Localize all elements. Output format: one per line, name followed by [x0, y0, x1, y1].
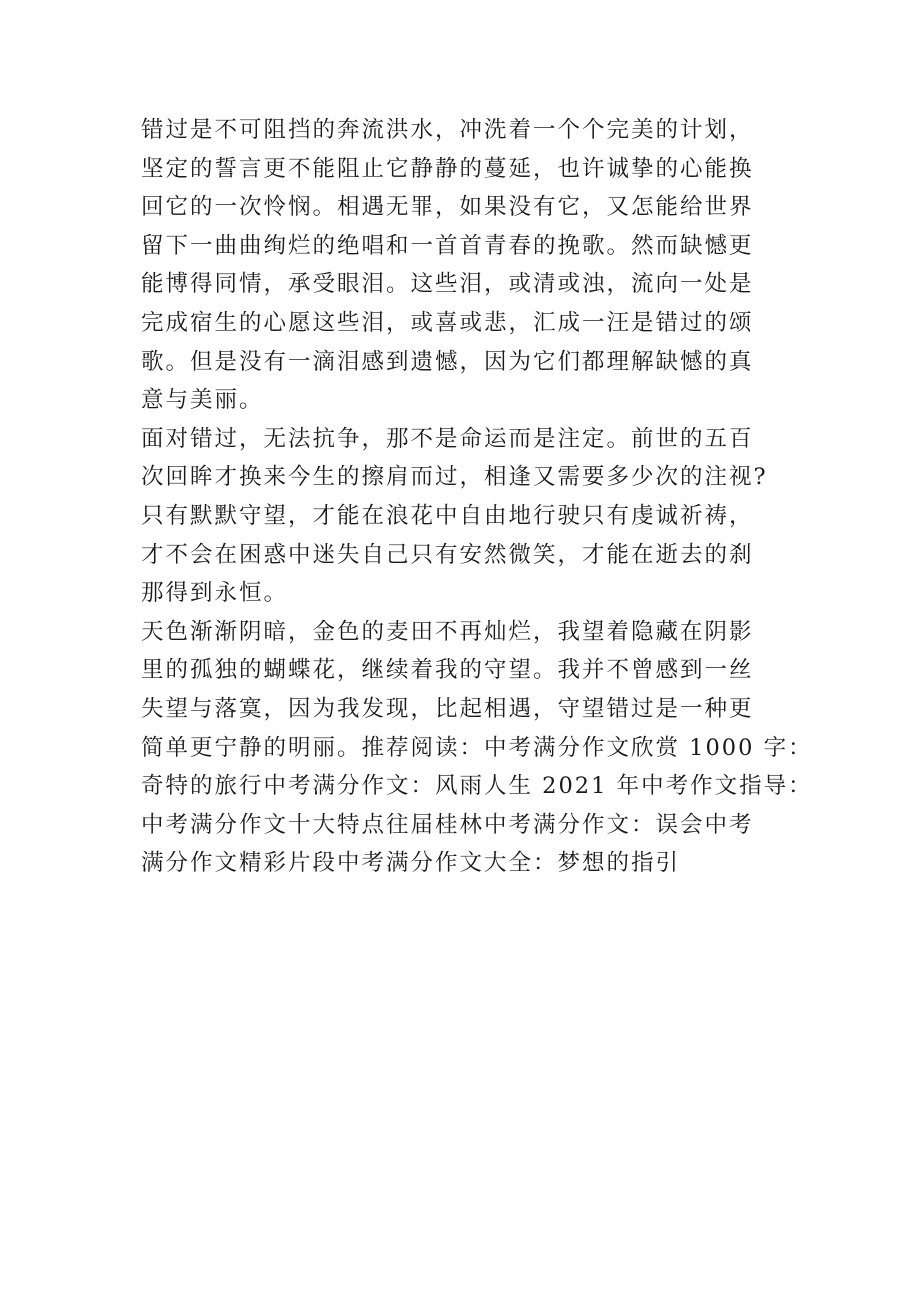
- text-line: 次回眸才换来今生的擦肩而过，相逢又需要多少次的注视?: [141, 464, 768, 491]
- text-line: 满分作文精彩片段中考满分作文大全：梦想的指引: [141, 850, 681, 877]
- text-line: 简单更宁静的明丽。推荐阅读：中考满分作文欣赏 1000 字：: [141, 734, 813, 761]
- text-line: 面对错过，无法抗争，那不是命运而是注定。前世的五百: [141, 425, 754, 452]
- text-line: 才不会在困惑中迷失自己只有安然微笑，才能在逝去的刹: [141, 541, 754, 568]
- text-line: 天色渐渐阴暗，金色的麦田不再灿烂，我望着隐藏在阴影: [141, 618, 754, 645]
- essay-text: [141, 111, 813, 883]
- text-line: 失望与落寞，因为我发现，比起相遇，守望错过是一种更: [141, 695, 754, 722]
- text-line: 那得到永恒。: [141, 580, 289, 607]
- text-line: 回它的一次怜悯。相遇无罪，如果没有它，又怎能给世界: [141, 194, 754, 221]
- text-line: 能博得同情，承受眼泪。这些泪，或清或浊，流向一处是: [141, 271, 754, 298]
- text-line: 奇特的旅行中考满分作文：风雨人生 2021 年中考作文指导：: [141, 773, 813, 800]
- text-line: 中考满分作文十大特点往届桂林中考满分作文：误会中考: [141, 811, 754, 838]
- text-line: 意与美丽。: [141, 387, 264, 414]
- text-line: 完成宿生的心愿这些泪，或喜或悲，汇成一汪是错过的颂: [141, 309, 754, 336]
- text-line: 里的孤独的蝴蝶花，继续着我的守望。我并不曾感到一丝: [141, 657, 754, 684]
- text-line: 错过是不可阻挡的奔流洪水，冲洗着一个个完美的计划，: [141, 117, 754, 143]
- text-line: 歌。但是没有一滴泪感到遗憾，因为它们都理解缺憾的真: [141, 348, 754, 375]
- text-line: 只有默默守望，才能在浪花中自由地行驶只有虔诚祈祷，: [141, 502, 754, 529]
- text-line: 坚定的誓言更不能阻止它静静的蔓延，也许诚挚的心能换: [141, 155, 754, 182]
- text-line: 留下一曲曲绚烂的绝唱和一首首青春的挽歌。然而缺憾更: [141, 232, 754, 259]
